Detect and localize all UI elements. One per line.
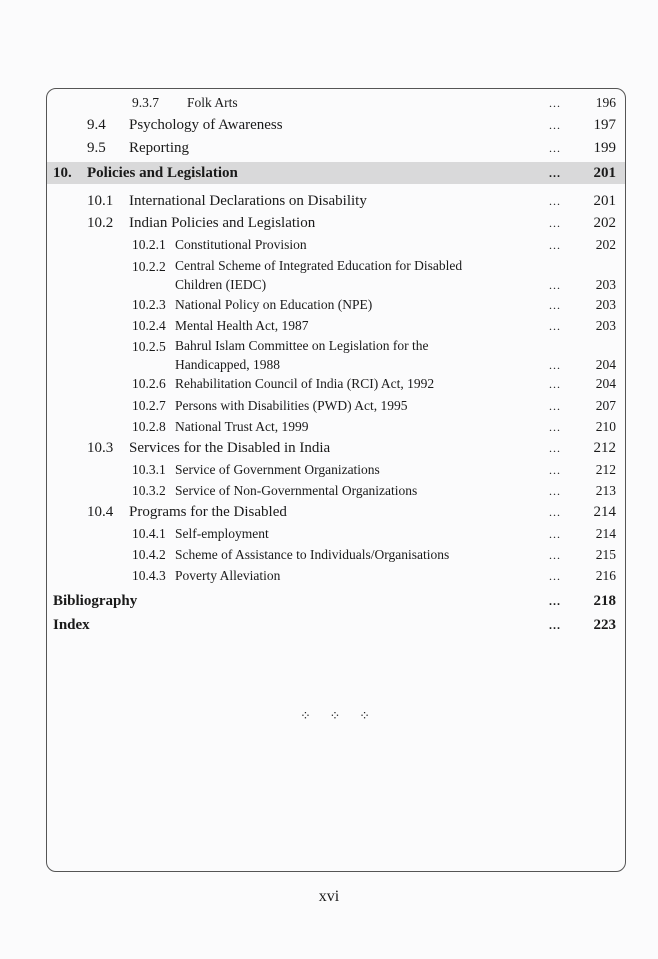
- entry-title: Constitutional Provision: [175, 237, 307, 252]
- entry-page: 213: [595, 483, 616, 498]
- entry-number: 9.4: [87, 117, 106, 133]
- entry-page: 212: [595, 462, 616, 477]
- entry-title: National Policy on Education (NPE): [175, 297, 373, 312]
- entry-title: Programs for the Disabled: [129, 504, 287, 520]
- chapter-number: 10.: [53, 165, 72, 181]
- entry-page: 215: [595, 547, 616, 562]
- entry-number: 10.4.1: [132, 526, 166, 541]
- leader-dots: ...: [549, 194, 561, 208]
- toc-entry[interactable]: [47, 395, 625, 417]
- leader-dots: ...: [549, 298, 561, 312]
- leader-dots: ...: [549, 141, 561, 155]
- entry-title: Services for the Disabled in India: [129, 440, 331, 456]
- entry-page: 202: [595, 237, 616, 252]
- entry-page: 204: [595, 376, 616, 391]
- toc-entry[interactable]: [47, 294, 625, 316]
- entry-number: 10.2.4: [132, 318, 166, 333]
- toc-entry[interactable]: [47, 212, 625, 234]
- toc-entry[interactable]: [47, 373, 625, 395]
- leader-dots: ...: [549, 278, 561, 292]
- entry-title: Persons with Disabilities (PWD) Act, 1995: [175, 398, 408, 413]
- leader-dots: ...: [549, 463, 561, 477]
- entry-title: Folk Arts: [187, 95, 238, 110]
- entry-number: 10.1: [87, 193, 114, 209]
- entry-title: Psychology of Awareness: [129, 117, 283, 133]
- toc-entry[interactable]: [47, 480, 625, 502]
- entry-title: Indian Policies and Legislation: [129, 215, 316, 231]
- entry-number: 10.2.3: [132, 297, 166, 312]
- entry-number: 10.3: [87, 440, 114, 456]
- leader-dots: ...: [549, 166, 561, 180]
- entry-number: 10.4: [87, 504, 114, 520]
- leader-dots: ...: [549, 594, 561, 608]
- leader-dots: ...: [549, 319, 561, 333]
- entry-number: 9.3.7: [132, 95, 159, 110]
- leader-dots: ...: [549, 377, 561, 391]
- entry-number: 10.2.6: [132, 376, 166, 391]
- toc-entry[interactable]: [47, 256, 625, 296]
- entry-number: 10.3.2: [132, 483, 166, 498]
- leader-dots: ...: [549, 548, 561, 562]
- entry-page: 199: [593, 140, 616, 156]
- entry-page: 197: [593, 117, 616, 133]
- entry-page: 223: [593, 617, 616, 633]
- leader-dots: ...: [549, 527, 561, 541]
- entry-page: 210: [595, 419, 616, 434]
- toc-entry[interactable]: [47, 234, 625, 256]
- entry-title: Bibliography: [53, 593, 138, 609]
- entry-title: Service of Government Organizations: [175, 462, 380, 477]
- leader-dots: ...: [549, 399, 561, 413]
- entry-number: 10.2.2: [132, 259, 166, 274]
- leader-dots: ...: [549, 118, 561, 132]
- entry-title: Bahrul Islam Committee on Legislation for the Handicapped, 1988: [175, 338, 429, 372]
- diamond-dots-icon: ⁘: [300, 708, 311, 723]
- entry-title: Poverty Alleviation: [175, 568, 281, 583]
- entry-title: Scheme of Assistance to Individuals/Organisations: [175, 547, 450, 562]
- entry-title: Rehabilitation Council of India (RCI) Act, 1992: [175, 376, 435, 391]
- toc-entry[interactable]: [47, 336, 625, 376]
- entry-page: 203: [595, 277, 616, 292]
- entry-number: 10.3.1: [132, 462, 166, 477]
- leader-dots: ...: [549, 358, 561, 372]
- entry-page: 202: [593, 215, 616, 231]
- toc-entry-index[interactable]: [47, 614, 625, 636]
- diamond-dots-icon: ⁘: [359, 708, 370, 723]
- entry-title: National Trust Act, 1999: [175, 419, 309, 434]
- diamond-dots-icon: ⁘: [329, 708, 341, 723]
- entry-title: Service of Non-Governmental Organizations: [175, 483, 418, 498]
- entry-page: 203: [595, 318, 616, 333]
- entry-page: 207: [595, 398, 616, 413]
- entry-page: 214: [595, 526, 616, 541]
- entry-number: 10.2: [87, 215, 114, 231]
- entry-number: 10.2.8: [132, 419, 166, 434]
- entry-page: 204: [595, 357, 616, 372]
- toc-entry[interactable]: [47, 114, 625, 136]
- entry-page: 214: [593, 504, 616, 520]
- toc-entry[interactable]: [47, 416, 625, 438]
- leader-dots: ...: [549, 484, 561, 498]
- leader-dots: ...: [549, 238, 561, 252]
- leader-dots: ...: [549, 569, 561, 583]
- toc-entry[interactable]: [47, 92, 625, 114]
- toc-chapter-entry[interactable]: [47, 162, 625, 184]
- page-number: xvi: [318, 888, 340, 905]
- leader-dots: ...: [549, 505, 561, 519]
- toc-entry[interactable]: [47, 315, 625, 337]
- toc-entry[interactable]: [47, 459, 625, 481]
- entry-number: 10.4.3: [132, 568, 166, 583]
- leader-dots: ...: [549, 96, 561, 110]
- entry-title: Reporting: [129, 140, 189, 156]
- leader-dots: ...: [549, 420, 561, 434]
- entry-page: 212: [593, 440, 616, 456]
- leader-dots: ...: [549, 216, 561, 230]
- entry-number: 10.2.7: [132, 398, 166, 413]
- leader-dots: ...: [549, 618, 561, 632]
- toc-entry[interactable]: [47, 437, 625, 459]
- entry-page: 218: [593, 593, 616, 609]
- entry-page: 201: [593, 193, 616, 209]
- entry-title: Mental Health Act, 1987: [175, 318, 309, 333]
- entry-number: 9.5: [87, 140, 106, 156]
- toc-entry[interactable]: [47, 565, 625, 587]
- toc-entry[interactable]: [47, 544, 625, 566]
- entry-page: 216: [595, 568, 616, 583]
- toc-entry[interactable]: [47, 137, 625, 159]
- chapter-page: 201: [593, 165, 616, 181]
- toc-entry-bibliography[interactable]: [47, 590, 625, 612]
- leader-dots: ...: [549, 441, 561, 455]
- entry-page: 196: [595, 95, 616, 110]
- section-separator: [300, 708, 370, 724]
- entry-title: Index: [53, 617, 90, 633]
- entry-number: 10.4.2: [132, 547, 166, 562]
- chapter-title: Policies and Legislation: [87, 165, 238, 181]
- entry-title: International Declarations on Disability: [129, 193, 367, 209]
- entry-title: Central Scheme of Integrated Education for Disabled Children (IEDC): [175, 258, 463, 292]
- entry-number: 10.2.5: [132, 339, 166, 354]
- entry-number: 10.2.1: [132, 237, 166, 252]
- entry-title: Self-employment: [175, 526, 269, 541]
- toc-entry[interactable]: [47, 501, 625, 523]
- entry-page: 203: [595, 297, 616, 312]
- toc-entry[interactable]: [47, 523, 625, 545]
- toc-entry[interactable]: [47, 190, 625, 212]
